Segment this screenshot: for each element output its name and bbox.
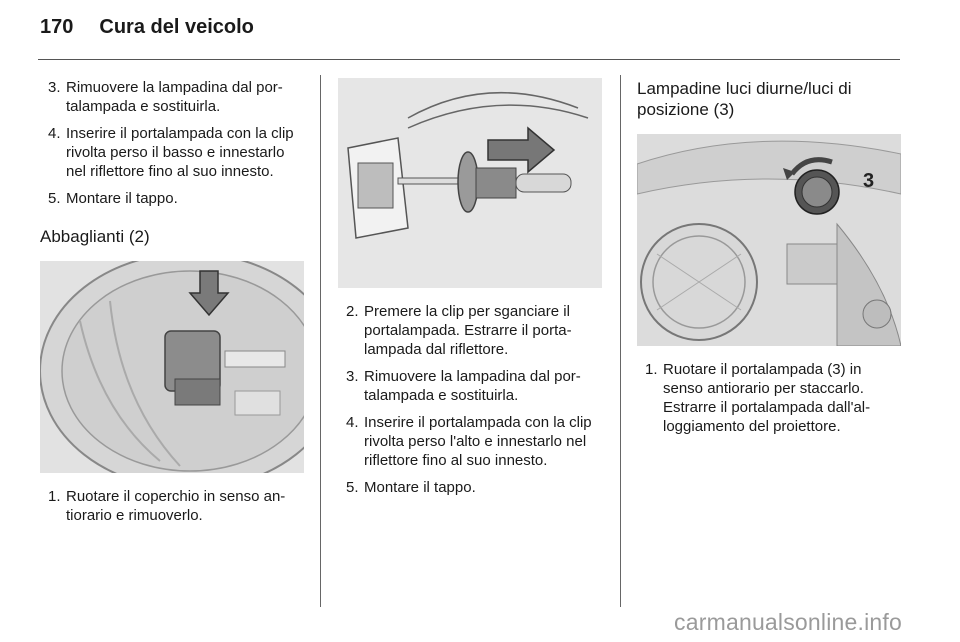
step-item xyxy=(338,302,602,359)
step-number: 3. xyxy=(346,368,359,385)
step-text: Montare il tappo. xyxy=(66,190,178,207)
daytime-light-illustration xyxy=(637,134,901,346)
header-divider xyxy=(38,59,900,60)
section-heading-daytime-lights: Lampadine luci diurne/luci di posizione (3) xyxy=(637,79,852,119)
step-item xyxy=(40,78,304,116)
step-text: Inserire il portalampada con la clip rivolta perso l'alto e innestarlo nel riflettore fino al suo innesto. xyxy=(364,414,592,469)
step-item xyxy=(637,360,901,436)
column-3 xyxy=(637,78,901,444)
step-text: Montare il tappo. xyxy=(364,479,476,496)
step-number: 5. xyxy=(346,479,359,496)
watermark-text: carmanualsonline.info xyxy=(674,609,902,635)
step-item xyxy=(338,478,602,497)
bulb-holder-illustration xyxy=(338,78,602,288)
page-number: 170 xyxy=(40,16,74,38)
step-text: Premere la clip per sganciare il portalampada. Estrarre il porta-lampada dal riflettore. xyxy=(364,303,572,358)
step-text: Inserire il portalampada con la clip rivolta perso il basso e innestarlo nel riflettore fino al suo innesto. xyxy=(66,125,294,180)
step-number: 1. xyxy=(48,488,61,505)
step-number: 1. xyxy=(645,361,658,378)
step-item xyxy=(40,189,304,208)
step-item xyxy=(40,124,304,181)
column-2 xyxy=(338,78,602,505)
step-item xyxy=(338,413,602,470)
page-title: Cura del veicolo xyxy=(99,16,254,38)
column-divider-1 xyxy=(320,75,321,607)
high-beam-cover-illustration xyxy=(40,261,304,473)
step-number: 2. xyxy=(346,303,359,320)
step-text: Rimuovere la lampadina dal por-talampada e sostituirla. xyxy=(364,368,581,404)
column-divider-2 xyxy=(620,75,621,607)
step-number: 4. xyxy=(346,414,359,431)
step-text: Rimuovere la lampadina dal por-talampada e sostituirla. xyxy=(66,79,283,115)
step-text: Ruotare il portalampada (3) in senso antiorario per staccarlo. Estrarre il portalampada dall'al-loggiamento del proiettore. xyxy=(663,361,871,435)
step-item xyxy=(338,367,602,405)
figure-callout-number: 3 xyxy=(863,170,875,192)
step-text: Ruotare il coperchio in senso an-tiorario e rimuoverlo. xyxy=(66,488,286,524)
step-number: 4. xyxy=(48,125,61,142)
step-number: 5. xyxy=(48,190,61,207)
page-header xyxy=(40,16,254,48)
step-item xyxy=(40,487,304,525)
step-number: 3. xyxy=(48,79,61,96)
column-1 xyxy=(40,78,304,533)
section-heading-high-beam: Abbaglianti (2) xyxy=(40,227,150,246)
